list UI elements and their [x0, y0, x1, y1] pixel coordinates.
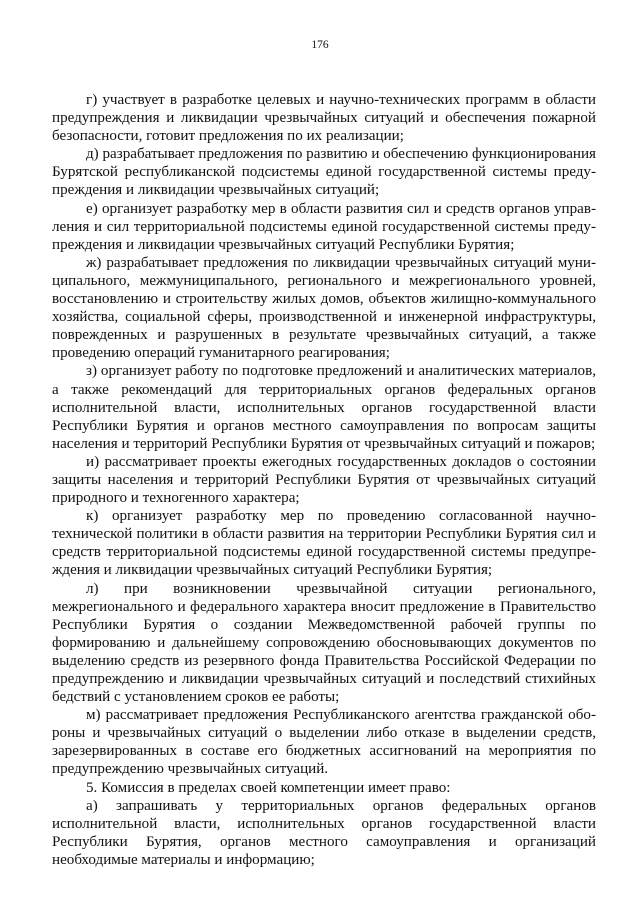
paragraph-e: е) организует разработку мер в области развития сил и средств органов управления и сил территориальной подсистемы единой государственной системы предупреждения и ликвидации чрезвычайных ситуаций Республики Бурятия;: [52, 200, 596, 253]
paragraph-k: к) организует разработку мер по проведению согласованной научно-технической политики в области развития на территории Республики Бурятия сил и средств территориальной подсистемы единой государственной системы предупреждения и ликвидации чрезвычайных ситуаций Республики Бурятия;: [52, 508, 596, 579]
page-number: 176: [311, 39, 329, 51]
document-body: [52, 91, 596, 869]
paragraph-m: м) рассматривает предложения Республиканского агентства гражданской обороны и чрезвычайных ситуаций о выделении либо отказе в выделении средств, зарезервированных в составе его бюджетных ассигнований на мероприятия по предупреждению чрезвычайных ситуаций.: [52, 707, 596, 778]
paragraph-g: г) участвует в разработке целевых и научно-технических программ в области предупреждения и ликвидации чрезвычайных ситуаций и обеспечения пожарной безопасности, готовит предложения по их реализации;: [52, 92, 596, 145]
paragraph-a: а) запрашивать у территориальных органов федеральных органов исполнительной власти, исполнительных органов государственной власти Республики Бурятия, органов местного самоуправления и организаций необходимые материалы и информацию;: [52, 797, 596, 868]
paragraph-i: и) рассматривает проекты ежегодных государственных докладов о состоянии защиты населения и территорий Республики Бурятия от чрезвычайных ситуаций природного и техногенного характера;: [52, 453, 596, 507]
paragraph-l: л) при возникновении чрезвычайной ситуации регионального, межрегионального и федерального характера вносит предложение в Правительство Республики Бурятия о создании Межведомственной рабочей группы по формированию и дальнейшему сопровождению обосновывающих документов по выделению средств из резервного фонда Правительства Российской Федерации по предупреждению и ликвидации чрезвычайных ситуаций и последствий стихийных бедствий с установлением сроков ее работы;: [52, 580, 596, 706]
paragraph-section-5: 5. Комиссия в пределах своей компетенции имеет право:: [86, 779, 451, 796]
paragraph-zh: ж) разрабатывает предложения по ликвидации чрезвычайных ситуаций муниципального, межмуниципального, регионального и межрегионального уровней, восстановлению и строительству жилых домов, объектов жилищно-коммунального хозяйства, социальной сферы, производственной и инженерной инфраструктуры, поврежденных и разрушенных в результате чрезвычайных ситуаций, а также проведению операций гуманитарного реагирования;: [52, 254, 596, 362]
paragraph-d: д) разрабатывает предложения по развитию и обеспечению функционирования Бурятской республиканской подсистемы единой государственной системы предупреждения и ликвидации чрезвычайных ситуаций;: [52, 146, 596, 199]
paragraph-z: з) организует работу по подготовке предложений и аналитических материалов, а также рекомендаций для территориальных органов федеральных органов исполнительной власти, исполнительных органов государственной власти Республики Бурятия и органов местного самоуправления по вопросам защиты населения и территорий Республики Бурятия от чрезвычайных ситуаций и пожаров;: [52, 363, 596, 452]
